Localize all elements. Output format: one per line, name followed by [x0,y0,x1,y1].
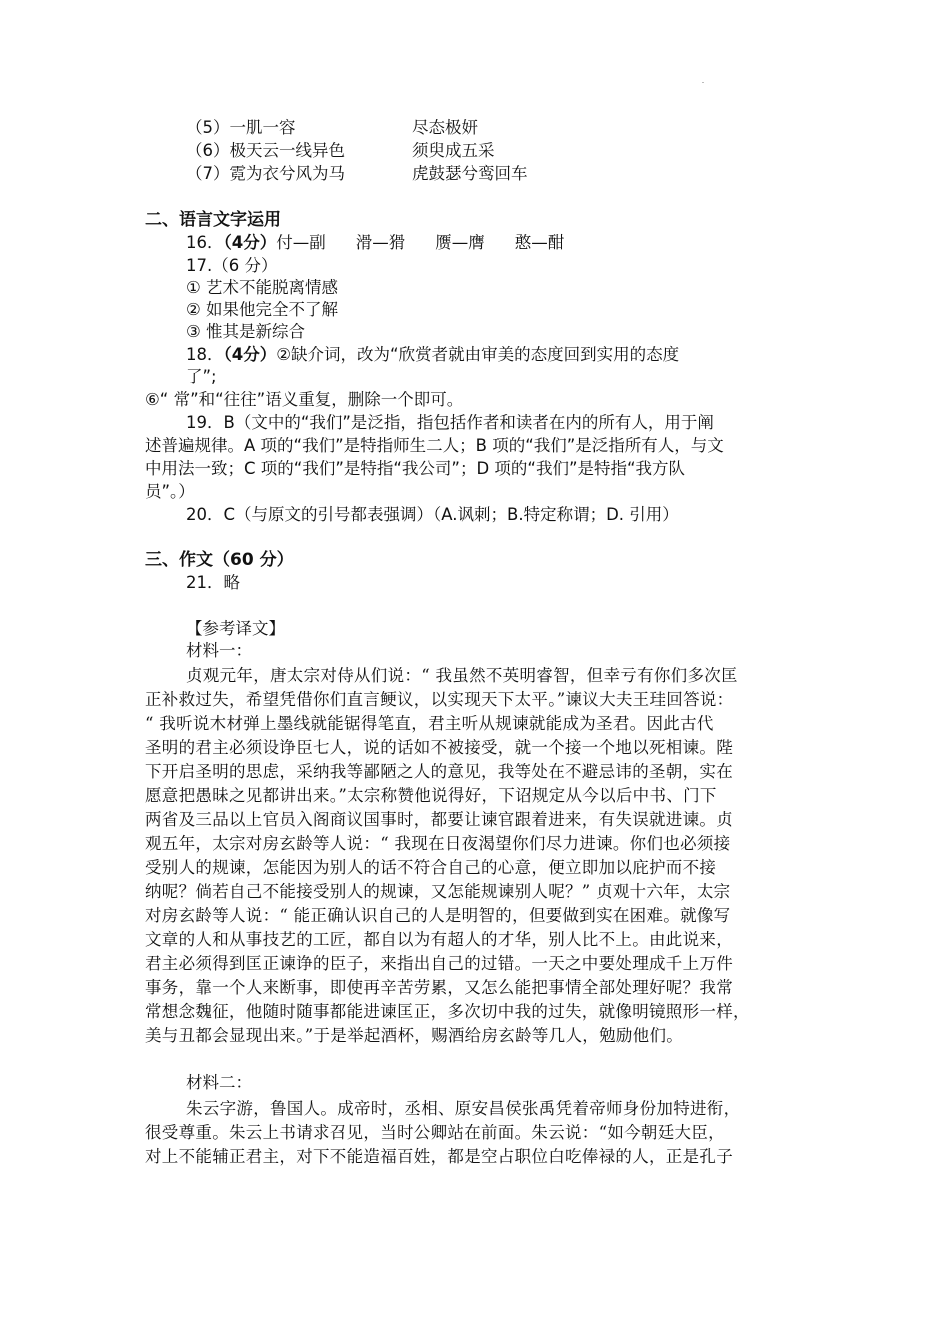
q18-score: （4分） [223,345,277,364]
q16 [186,232,564,254]
material-2-line: 朱云字游，鲁国人。成帝时，丞相、原安昌侯张禹凭着帝师身份加特进衔， [186,1099,741,1118]
material-1-line: 贞观元年，唐太宗对侍从们说：“ 我虽然不英明睿智，但幸亏有你们多次匡 [186,666,738,685]
q16-pair: 滑—猾 [355,233,406,252]
q19-text: 述普遍规律。A 项的“我们”是特指师生二人；B 项的“我们”是泛指所有人，与文 [145,436,724,455]
material-1-line: 君主必须得到匡正谏诤的臣子，来指出自己的过错。一天之中要处理成千上万件 [145,954,733,973]
section-heading-2: 二、语言文字运用 [145,210,281,230]
material-1-line: 受别人的规谏，怎能因为别人的话不符合自己的心意，便立即加以庇护而不接 [145,858,717,877]
q18 [186,344,679,366]
q17-header: 17.（6 分） [186,256,278,275]
page-mark [702,82,704,83]
poem-first-half: 一肌一容 [229,118,296,137]
section-heading-3: 三、作文（60 分） [145,550,294,570]
poem-first-half: 霓为衣兮风为马 [229,164,345,183]
material-1-line: 美与丑都会显现出来。”于是举起酒杯，赐酒给房玄龄等几人，勉励他们。 [145,1026,684,1045]
material-1-line: 正补救过失，希望凭借你们直言鲠议，以实现天下太平。”谏议大夫王珪回答说： [145,690,734,709]
material-1-line: 两省及三品以上官员入阁商议国事时，都要让谏官跟着进来，有失误就进谏。贞 [145,810,733,829]
poem-num: （5） [186,118,230,137]
poem-line-7 [186,163,345,185]
material-1-line: 对房玄龄等人说：“ 能正确认识自己的人是明智的，但要做到实在困难。就像写 [145,906,731,925]
material-1-line: 愿意把愚昧之见都讲出来。”太宗称赞他说得好，下诏规定从今以后中书、门下 [145,786,717,805]
q16-pair: 付—副 [276,233,326,252]
poem-line-6 [186,140,345,162]
q16-score: （4分） [223,233,277,252]
material-1-line: 下开启圣明的思虑，采纳我等鄙陋之人的意见，我等处在不避忌讳的圣朝，实在 [145,762,733,781]
material-2-line: 对上不能辅正君主，对下不能造福百姓，都是空占职位白吃俸禄的人，正是孔子 [145,1147,733,1166]
material-1-line: 观五年，太宗对房玄龄等人说：“ 我现在日夜渴望你们尽力进谏。你们也必须接 [145,834,731,853]
q17-answer: ② 如果他完全不了解 [186,300,339,319]
q17-answer: ③ 惟其是新综合 [186,322,306,341]
poem-second-half: 虎鼓瑟兮鸾回车 [412,164,528,183]
material-1-line: “ 我听说木材弹上墨线就能锯得笔直，君主听从规谏就能成为圣君。因此古代 [145,714,714,733]
material-2-label: 材料二： [186,1073,252,1092]
poem-num: （7） [186,164,230,183]
q19-text: 19．B（文中的“我们”是泛指，指包括作者和读者在内的所有人，用于阐 [186,413,714,432]
poem-num: （6） [186,141,230,160]
q21-text: 21．略 [186,573,240,592]
material-1-label: 材料一： [186,641,252,660]
material-1-line: 文章的人和从事技艺的工匠，都自以为有超人的才华，别人比不上。由此说来， [145,930,733,949]
material-2-line: 很受尊重。朱云上书请求召见，当时公卿站在前面。朱云说：“如今朝廷大臣， [145,1123,725,1142]
q19-text: 员”。） [145,482,195,501]
translation-title: 【参考译文】 [186,619,285,638]
q19-text: 中用法一致；C 项的“我们”是特指“我公司”；D 项的“我们”是特指“我方队 [145,459,686,478]
q18-number: 18． [186,345,224,364]
poem-second-half: 尽态极妍 [412,118,478,137]
q18-text-note: ⑥“ 常”和“往往”语义重复，删除一个即可。 [145,390,464,409]
q16-pair: 憨—酣 [514,233,565,252]
q20-text: 20．C（与原文的引号都表强调）（A.讽刺；B.特定称谓；D. 引用） [186,505,679,524]
q18-text: ②缺介词，改为“欣赏者就由审美的态度回到实用的态度 [276,345,680,364]
q18-text-cont: 了”; [186,367,217,386]
poem-first-half: 极天云一线异色 [229,141,345,160]
material-1-line: 常想念魏征，他随时随事都能进谏匡正，多次切中我的过失，就像明镜照形一样， [145,1002,750,1021]
q16-pair: 赝—膺 [435,233,485,252]
material-1-line: 事务，靠一个人来断事，即使再辛苦劳累，又怎么能把事情全部处理好呢？我常 [145,978,733,997]
q16-number: 16． [186,233,224,252]
q17-answer: ① 艺术不能脱离情感 [186,278,339,297]
poem-second-half: 须臾成五采 [412,141,495,160]
material-1-line: 纳呢？倘若自己不能接受别人的规谏，又怎能规谏别人呢？” 贞观十六年，太宗 [145,882,731,901]
poem-line-5 [186,117,296,139]
material-1-line: 圣明的君主必须设诤臣七人，说的话如不被接受，就一个接一个地以死相谏。陛 [145,738,733,757]
